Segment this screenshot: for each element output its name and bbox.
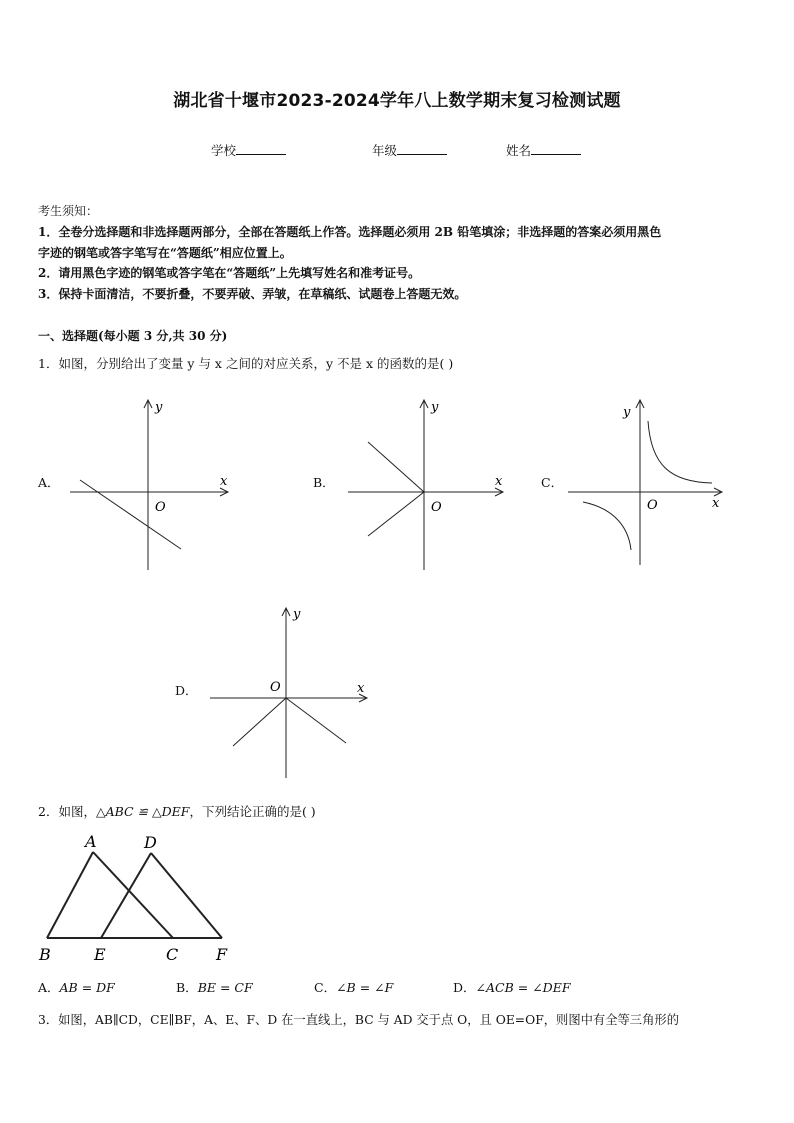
graph-d-origin-label: O <box>270 680 281 695</box>
notice-item-3: 3．保持卡面清洁，不要折叠，不要弄破、弄皱，在草稿纸、试题卷上答题无效。 <box>38 287 467 301</box>
page-title: 湖北省十堰市2023-2024学年八上数学期末复习检测试题 <box>173 91 621 111</box>
q2-option-d-label: D． <box>453 980 476 995</box>
q2-label-c: C <box>166 945 179 964</box>
q2-stem-prefix: 2．如图， <box>38 804 96 819</box>
q2-label-b: B <box>39 945 51 964</box>
q2-option-b-label: B． <box>176 980 198 995</box>
q2-option-c-text: ∠B = ∠F <box>336 980 394 995</box>
graph-c-x-label: x <box>712 496 720 511</box>
graph-d-y-label: y <box>293 607 301 622</box>
grade-field <box>372 141 447 159</box>
graph-c-origin-label: O <box>647 498 658 513</box>
question-1-stem: 1．如图，分别给出了变量 y 与 x 之间的对应关系，y 不是 x 的函数的是( ) <box>38 356 454 371</box>
graph-a-origin-label: O <box>155 500 166 515</box>
graph-d <box>200 603 380 783</box>
q2-option-a <box>38 978 115 996</box>
q2-triangles-figure <box>30 828 250 968</box>
q2-option-b <box>176 978 253 996</box>
school-label: 学校 <box>211 143 237 158</box>
q2-option-a-text: AB = DF <box>59 980 115 995</box>
graph-a-y-label: y <box>155 400 163 415</box>
q2-option-d <box>453 978 571 996</box>
notice-item-1a: 1．全卷分选择题和非选择题两部分，全部在答题纸上作答。选择题必须用 2B 铅笔填涂；非选择题的答案必须用黑色 <box>38 225 662 239</box>
section-heading: 一、选择题(每小题 3 分,共 30 分) <box>38 329 228 343</box>
q2-label-f: F <box>216 945 228 964</box>
q2-option-d-text: ∠ACB = ∠DEF <box>475 980 571 995</box>
graph-a <box>60 395 240 575</box>
graph-c-y-label: y <box>623 405 631 420</box>
name-label: 姓名 <box>506 143 532 158</box>
q2-stem-math: △ABC ≌ △DEF <box>95 804 190 819</box>
q2-option-c-label: C． <box>314 980 337 995</box>
graph-b-origin-label: O <box>431 500 442 515</box>
school-blank <box>236 142 286 155</box>
name-field <box>506 141 581 159</box>
graph-c <box>560 395 740 575</box>
grade-label: 年级 <box>372 143 398 158</box>
q2-option-c <box>314 978 393 996</box>
q2-label-a: A <box>85 832 97 851</box>
q1-option-c-label: C． <box>541 475 564 490</box>
q1-option-d-label: D． <box>175 683 198 698</box>
notice-item-1b: 字迹的钢笔或答字笔写在“答题纸”相应位置上。 <box>38 246 292 260</box>
q1-option-a-label: A． <box>38 475 60 490</box>
question-3-stem: 3．如图，AB∥CD，CE∥BF，A、E、F、D 在一直线上，BC 与 AD 交于点 O，且 OE=OF，则图中有全等三角形的 <box>38 1013 679 1027</box>
notice-item-2: 2．请用黑色字迹的钢笔或答字笔在“答题纸”上先填写姓名和准考证号。 <box>38 266 421 280</box>
name-blank <box>531 142 581 155</box>
graph-b-y-label: y <box>431 400 439 415</box>
graph-d-x-label: x <box>357 681 365 696</box>
question-2-stem <box>38 802 316 820</box>
q2-stem-suffix: ，下列结论正确的是( ) <box>189 804 316 819</box>
notice-heading: 考生须知： <box>38 204 99 218</box>
grade-blank <box>397 142 447 155</box>
q2-option-a-label: A． <box>38 980 60 995</box>
q2-option-b-text: BE = CF <box>197 980 253 995</box>
q2-label-d: D <box>144 833 157 852</box>
q2-label-e: E <box>94 945 106 964</box>
graph-b <box>330 395 510 575</box>
q1-option-b-label: B． <box>313 475 335 490</box>
graph-b-x-label: x <box>495 474 503 489</box>
school-field <box>211 141 286 159</box>
graph-a-x-label: x <box>220 474 228 489</box>
